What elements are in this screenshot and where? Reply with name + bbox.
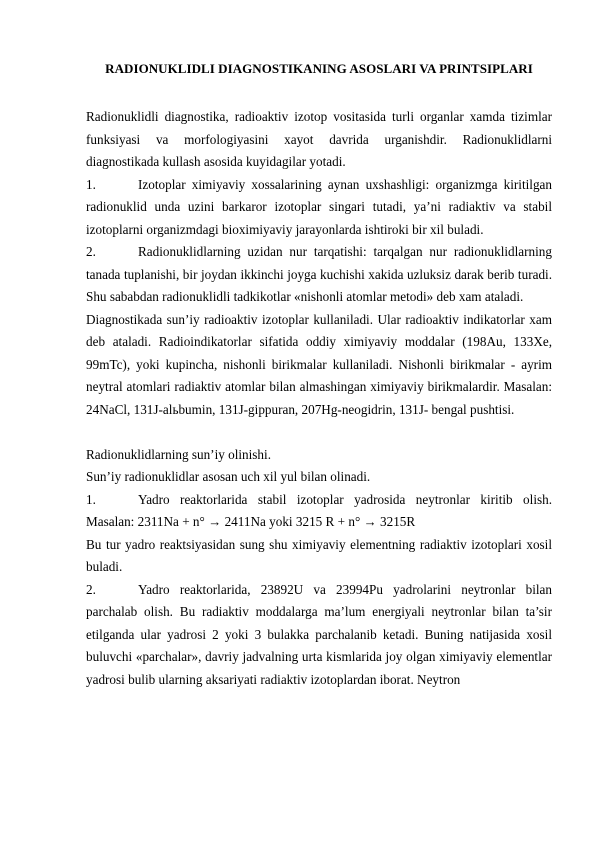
section-intro: Sun’iy radionuklidlar asosan uch xil yul bilan olinadi. bbox=[86, 469, 371, 484]
paragraph-gap bbox=[86, 421, 552, 444]
list-number: 1. bbox=[86, 491, 96, 507]
list-item-text: Yadro reaktorlarida stabil izotoplar yadrosida neytronlar kiritib olish. Masalan: 2311Na + n° → 2411Na yoki 3215 R + n° → 3215R bbox=[86, 491, 552, 529]
list-number: 1. bbox=[86, 176, 96, 192]
document-body bbox=[86, 106, 552, 691]
diagnostics-paragraph: Diagnostikada sun’iy radioaktiv izotoplar kullaniladi. Ular radioaktiv indikatorlar xam deb ataladi. Radioindikatorlar sifatida oddiy ximiyaviy moddalar (198Au, 133Xe, 99mTc), yoki kupincha, nishonli birikmalar kullaniladi. Nishonli birikmalar - ayrim neytral atomlari radiaktiv atomlar bilan almashingan ximiyaviy birikmalardir. Masalan: 24NaCl, 131J-alьbumin, 131J-gippuran, 207Hg-neogidrin, 131J- bengal pushtisi. bbox=[86, 311, 552, 417]
list-item-3 bbox=[86, 489, 552, 534]
list-item-4 bbox=[86, 579, 552, 692]
list-item-1 bbox=[86, 174, 552, 242]
section-heading: Radionuklidlarning sun’iy olinishi. bbox=[86, 446, 271, 462]
intro-paragraph: Radionuklidli diagnostika, radioaktiv izotop vositasida turli organlar xamda tizimlar funksiyasi va morfologiyasini xayot davrida urganishdir. Radionuklidlarni diagnostikada kullash asosida kuyidagilar yotadi. bbox=[86, 109, 552, 169]
follow-paragraph: Bu tur yadro reaktsiyasidan sung shu ximiyaviy elementning radiaktiv izotoplari xosil buladi. bbox=[86, 536, 552, 574]
list-number: 2. bbox=[86, 244, 96, 259]
page-title: RADIONUKLIDLI DIAGNOSTIKANING ASOSLARI VA PRINTSIPLARI bbox=[105, 61, 533, 76]
list-item-text: Izotoplar ximiyaviy xossalarining aynan uxshashligi: organizmga kiritilgan radionuklid unda uzini barkaror izotoplar singari tutadi, ya’ni radiaktiv va stabil izotoplarni organizmdagi bioximiyaviy jarayonlarda ishtiroki bir xil buladi. bbox=[86, 176, 552, 237]
list-number: 2. bbox=[86, 581, 96, 597]
list-item-text: Yadro reaktorlarida, 23892U va 23994Pu yadrolarini neytronlar bilan parchalab olish. Bu radiaktiv moddalarga ma’lum energiyali neytronlar bilan ta’sir etilganda ular yadrosi 2 yoki 3 bulakka parchalanib ketadi. Buning natijasida xosil buluvchi «parchalar», davriy jadvalning urta kismlarida joy olgan ximiyaviy elementlar yadrosi bulib ularning aksariyati radiaktiv izotoplardan iborat. Neytron bbox=[86, 581, 552, 687]
list-item-text: Radionuklidlarning uzidan nur tarqatishi: tarqalgan nur radionuklidlarning tanada tuplanishi, bir joydan ikkinchi joyga kuchishi xakida uzluksiz darak berib turadi. Shu sababdan radionuklidli tadkikotlar «nishonli atomlar metodi» deb xam ataladi. bbox=[86, 244, 552, 304]
list-item-2 bbox=[86, 241, 552, 309]
